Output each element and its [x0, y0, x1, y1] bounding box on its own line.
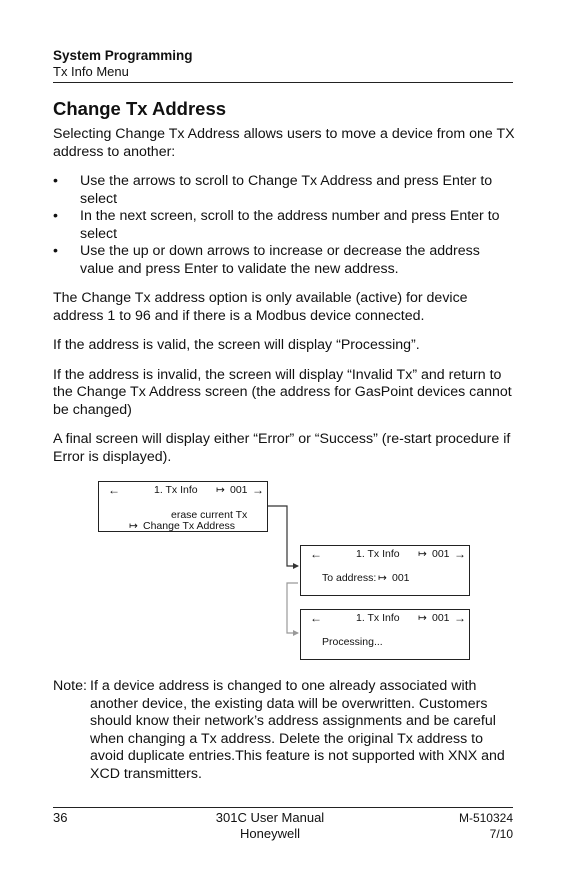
bullet-icon: • [53, 208, 58, 224]
to-address-label: To address: [322, 572, 377, 584]
final-paragraph: A final screen will display either “Error” or “Success” (re-start procedure if Error is displayed). [53, 431, 511, 465]
list-item-text: Use the arrows to scroll to Change Tx Address and press Enter to select [80, 173, 493, 207]
intro-paragraph: Selecting Change Tx Address allows users to move a device from one TX address to another: [53, 126, 515, 160]
company-name: Honeywell [240, 826, 300, 841]
left-arrow-icon: ← [310, 547, 322, 561]
document-date: 7/10 [489, 827, 513, 841]
list-item-text: In the next screen, scroll to the address number and press Enter to select [80, 208, 500, 242]
footer-right [413, 810, 513, 842]
address-pointer-icon: ↦ [418, 548, 427, 560]
menu-option-change-address: Change Tx Address [143, 520, 236, 532]
left-arrow-icon: ← [310, 611, 322, 625]
left-arrow-icon: ← [108, 483, 120, 497]
page-number: 36 [53, 810, 68, 825]
right-arrow-icon: → [454, 547, 466, 561]
processing-text: Processing... [322, 636, 383, 648]
valid-paragraph: If the address is valid, the screen will display “Processing”. [53, 337, 420, 353]
menu-label: 1. Tx Info [356, 612, 400, 624]
menu-label: 1. Tx Info [356, 548, 400, 560]
address-pointer-icon: ↦ [216, 484, 225, 496]
right-arrow-icon: → [252, 483, 264, 497]
bullet-icon: • [53, 173, 58, 189]
note-block [53, 678, 515, 783]
invalid-paragraph: If the address is invalid, the screen will display “Invalid Tx” and return to the Change Tx Address screen (the address for GasPoint devices cannot be changed) [53, 366, 512, 418]
footer-rule [53, 807, 513, 808]
subsection-title: Tx Info Menu [53, 64, 129, 79]
availability-paragraph: The Change Tx address option is only available (active) for device address 1 to 96 and if there is a Modbus device connected. [53, 290, 468, 324]
right-arrow-icon: → [454, 611, 466, 625]
manual-title: 301C User Manual [215, 810, 325, 825]
lcd-screen-to-address [300, 545, 470, 596]
page-title: Change Tx Address [53, 98, 227, 119]
address-value: 001 [230, 484, 248, 496]
address-pointer-icon: ↦ [378, 572, 387, 584]
to-address-value: 001 [392, 572, 410, 584]
section-title: System Programming [53, 48, 193, 63]
list-item-text: Use the up or down arrows to increase or decrease the address value and press Enter to validate the new address. [80, 243, 480, 277]
menu-label: 1. Tx Info [154, 484, 198, 496]
address-value: 001 [432, 548, 450, 560]
selection-pointer-icon: ↦ [129, 520, 138, 532]
bullet-icon: • [53, 243, 58, 259]
lcd-screen-menu [98, 481, 268, 532]
menu-option-erase: erase current Tx [171, 509, 248, 521]
address-value: 001 [432, 612, 450, 624]
note-label: Note: [53, 678, 87, 694]
lcd-screen-processing [300, 609, 470, 660]
address-pointer-icon: ↦ [418, 612, 427, 624]
note-text: If a device address is changed to one already associated with another device, the existing data will be overwritten. Customers should know their network’s address assignments and be careful when changing a Tx address. Delete the original Tx address to avoid duplicate entries.This feature is not supported with XNX and XCD transmitters. [90, 678, 505, 782]
footer-center [190, 810, 350, 842]
document-number: M-510324 [458, 811, 513, 825]
